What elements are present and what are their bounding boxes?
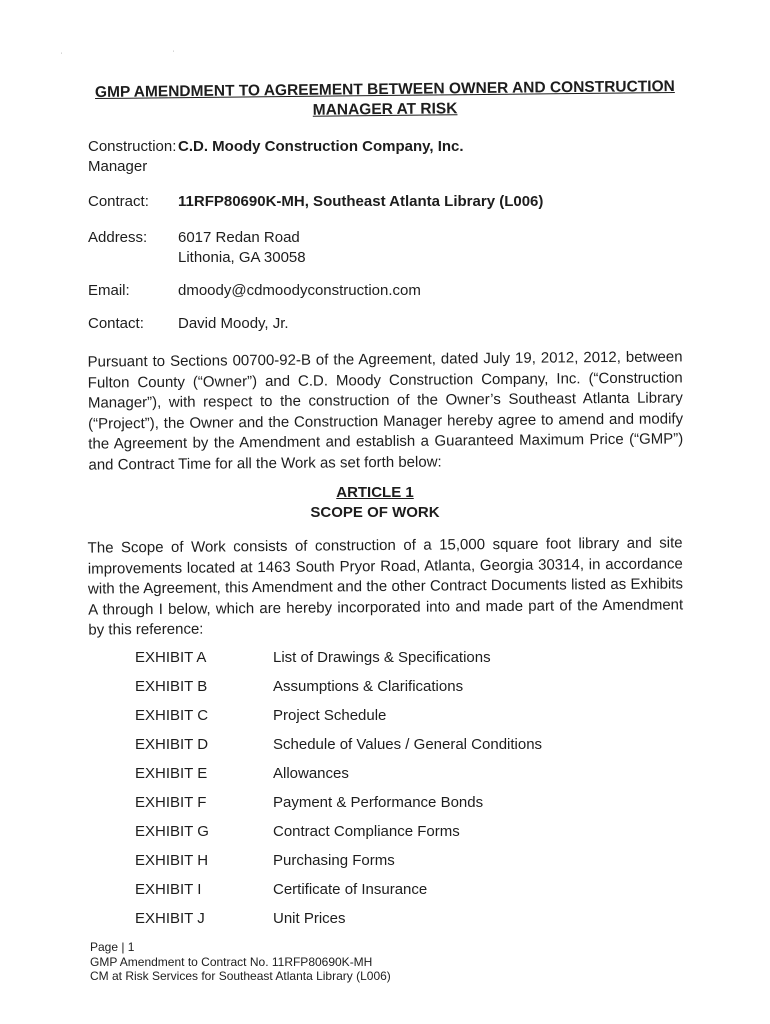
footer-services-line: CM at Risk Services for Southeast Atlanta Library (L006) — [90, 969, 391, 983]
page-footer — [90, 940, 391, 984]
exhibit-code: EXHIBIT A — [135, 649, 207, 666]
footer-page-number: Page | 1 — [90, 940, 135, 954]
exhibit-description: Allowances — [273, 765, 349, 782]
address-line-2: Lithonia, GA 30058 — [178, 249, 306, 266]
title-line-2: MANAGER AT RISK — [312, 100, 458, 119]
exhibit-code: EXHIBIT F — [135, 794, 207, 811]
address-field — [88, 228, 688, 270]
exhibit-code: EXHIBIT D — [135, 736, 209, 753]
email-field — [88, 281, 688, 303]
article-title: SCOPE OF WORK — [310, 504, 440, 521]
exhibit-code: EXHIBIT E — [135, 765, 208, 782]
address-line-1: 6017 Redan Road — [178, 229, 300, 246]
exhibit-code: EXHIBIT I — [135, 881, 202, 898]
exhibit-description: List of Drawings & Specifications — [273, 649, 491, 666]
contract-field — [88, 192, 688, 214]
exhibit-description: Contract Compliance Forms — [273, 823, 460, 840]
construction-manager-label — [88, 137, 183, 177]
contact-field — [88, 314, 688, 336]
exhibit-description: Assumptions & Clarifications — [273, 678, 464, 695]
contact-label: Contact: — [88, 315, 144, 332]
exhibit-code: EXHIBIT J — [135, 910, 205, 927]
address-label: Address: — [88, 229, 148, 246]
title-line-1: GMP AMENDMENT TO AGREEMENT BETWEEN OWNER AND CONSTRUCTION — [94, 77, 675, 102]
exhibit-description: Unit Prices — [273, 910, 346, 927]
label-line-2: Manager — [88, 158, 148, 175]
footer-contract-line: GMP Amendment to Contract No. 11RFP80690K-MH — [90, 954, 373, 969]
construction-manager-value: C.D. Moody Construction Company, Inc. — [178, 138, 464, 155]
exhibit-code: EXHIBIT H — [135, 852, 209, 869]
email-label: Email: — [88, 282, 130, 299]
document-title — [90, 77, 680, 123]
exhibit-description: Payment & Performance Bonds — [273, 794, 484, 811]
exhibit-description: Project Schedule — [273, 707, 387, 724]
contact-value: David Moody, Jr. — [178, 315, 289, 332]
exhibit-code: EXHIBIT B — [135, 678, 208, 695]
contract-label: Contract: — [88, 193, 149, 210]
exhibit-description: Purchasing Forms — [273, 852, 395, 869]
intro-paragraph: Pursuant to Sections 00700-92-B of the Agreement, dated July 19, 2012, 2012, between Fulton County (“Owner”) and C.D. Moody Construction Company, Inc. (“Construction Manager”), with respect to the construction of the Owner’s Southeast Atlanta Library (“Project”), the Owner and the Construction Manager hereby agree to amend and modify the Agreement by the Amendment and establish a Guaranteed Maximum Price (“GMP”) and Contract Time for all the Work as set forth below: — [87, 348, 684, 474]
scope-paragraph: The Scope of Work consists of construction of a 15,000 square foot library and site improvements located at 1463 South Pryor Road, Atlanta, Georgia 30314, in accordance with the Agreement, this Amendment and the other Contract Documents listed as Exhibits A through I below, which are hereby incorporated into and made part of the Amendment by this reference: — [87, 534, 684, 639]
scan-speck: ˈ — [60, 52, 64, 63]
article-heading — [240, 483, 510, 523]
email-value: dmoody@cdmoodyconstruction.com — [178, 282, 421, 299]
scan-speck: ˈ — [172, 50, 176, 61]
address-value — [178, 228, 306, 268]
exhibit-code: EXHIBIT G — [135, 823, 209, 840]
construction-manager-field — [88, 137, 688, 179]
contract-value: 11RFP80690K-MH, Southeast Atlanta Library (L006) — [178, 193, 544, 210]
exhibit-description: Schedule of Values / General Conditions — [273, 736, 543, 753]
exhibit-description: Certificate of Insurance — [273, 881, 428, 898]
exhibit-code: EXHIBIT C — [135, 707, 209, 724]
article-number: ARTICLE 1 — [336, 484, 414, 501]
label-line-1: Construction: — [88, 138, 177, 155]
